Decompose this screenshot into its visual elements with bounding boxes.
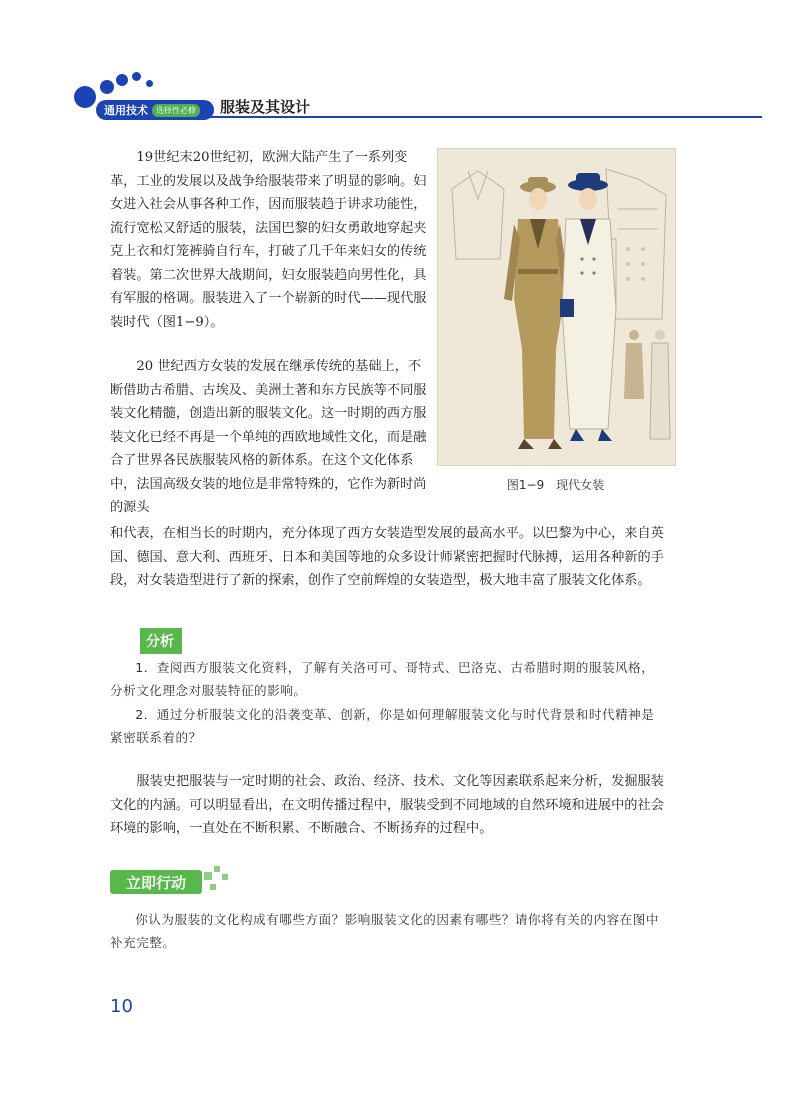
figure-caption bbox=[437, 476, 674, 493]
deco-square bbox=[214, 866, 220, 872]
series-badge bbox=[96, 100, 214, 120]
series-name: 通用技术 bbox=[104, 104, 148, 117]
analysis-question-1: 1．查阅西方服装文化资料，了解有关洛可可、哥特式、巴洛克、古希腊时期的服装风格，分析文化理念对服装特征的影响。 bbox=[110, 660, 655, 698]
dot-medium bbox=[116, 74, 128, 86]
action-label: 立即行动 bbox=[110, 870, 202, 894]
page-number: 10 bbox=[110, 996, 133, 1017]
deco-square bbox=[210, 884, 216, 890]
chapter-title: 服装及其设计 bbox=[220, 98, 311, 116]
analysis-question-2: 2．通过分析服装文化的沿袭变革、创新，你是如何理解服装文化与时代背景和时代精神是紧密联系着的？ bbox=[110, 707, 655, 745]
deco-square bbox=[222, 874, 228, 880]
figure-caption-text: 现代女装 bbox=[556, 478, 605, 492]
deco-square bbox=[204, 872, 212, 880]
dot-small bbox=[132, 72, 141, 81]
figure-modern-womens-wear bbox=[437, 148, 676, 466]
analysis-label: 分析 bbox=[140, 628, 182, 654]
series-tag: 选择性必修 bbox=[152, 104, 200, 117]
dot-medium bbox=[100, 80, 114, 94]
action-question: 你认为服装的文化构成有哪些方面？影响服装文化的因素有哪些？请你将有关的内容在图中补充完整。 bbox=[110, 912, 659, 950]
paragraph-20th-century-continued: 和代表，在相当长的时期内，充分体现了西方女装造型发展的最高水平。以巴黎为中心，来自英国、德国、意大利、西班牙、日本和美国等地的众多设计师紧密把握时代脉搏，运用各种新的手段，对女装造型进行了新的探索，创作了空前辉煌的女装造型，极大地丰富了服装文化体系。 bbox=[110, 526, 664, 588]
paragraph-20th-century: 20 世纪西方女装的发展在继承传统的基础上，不断借助古希腊、古埃及、美洲土著和东方民族等不同服装文化精髓，创造出新的服装文化。这一时期的西方服装文化已经不再是一个单纯的西欧地域性文化，而是融合了世界各民族服装风格的新体系。在这个文化体系中，法国高级女装的地位是非常特殊的，它作为新时尚的源头 bbox=[110, 359, 427, 515]
dot-large bbox=[74, 86, 96, 108]
paragraph-clothing-history: 服装史把服装与一定时期的社会、政治、经济、技术、文化等因素联系起来分析，发掘服装文化的内涵。可以明显看出，在文明传播过程中，服装受到不同地域的自然环境和进展中的社会环境的影响，一直处在不断积累、不断融合、不断扬弃的过程中。 bbox=[110, 774, 664, 836]
figure-number: 图1−9 bbox=[506, 478, 545, 492]
dot-tiny bbox=[146, 80, 153, 87]
paragraph-modern-era: 19世纪末20世纪初，欧洲大陆产生了一系列变革，工业的发展以及战争给服装带来了明显的影响。妇女进入社会从事各种工作，因而服装趋于讲求功能性，流行宽松又舒适的服装，法国巴黎的妇女勇敢地穿起夹克上衣和灯笼裤骑自行车，打破了几千年来妇女的传统着装。第二次世界大战期间，妇女服装趋向男性化，具有军服的格调。服装进入了一个崭新的时代——现代服装时代（图1−9）。 bbox=[110, 150, 427, 330]
fashion-illustration bbox=[438, 149, 675, 465]
